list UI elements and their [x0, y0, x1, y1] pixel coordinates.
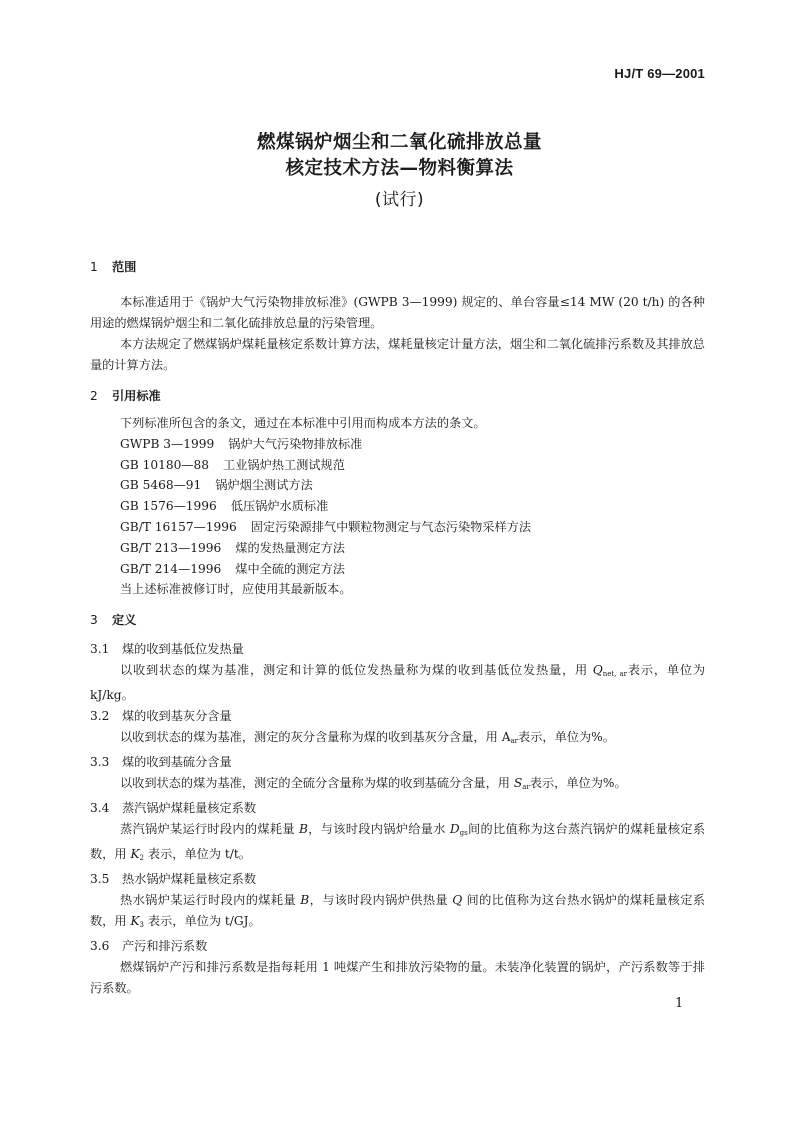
- symbol: S: [513, 776, 523, 791]
- section-heading-3: [90, 611, 705, 629]
- paragraph: [90, 660, 705, 706]
- document-body: [90, 258, 705, 999]
- subsection-number: 3.5: [90, 872, 110, 887]
- subsection-number: 3.2: [90, 709, 110, 724]
- reference-code: GB 1576—1996: [120, 499, 217, 514]
- reference-code: GB 5468—91: [120, 478, 202, 493]
- standard-code: HJ/T 69—2001: [614, 66, 705, 81]
- symbol: K: [130, 847, 140, 862]
- title-line-1: 燃煤锅炉烟尘和二氧化硫排放总量: [256, 132, 542, 153]
- symbol: B: [300, 893, 310, 908]
- subsection-number: 3.3: [90, 755, 110, 770]
- text-segment: ，与该时段内锅炉给量水: [308, 822, 450, 837]
- title-line-3: (试行): [374, 190, 425, 210]
- subscript: gs: [459, 829, 468, 838]
- subsection-heading: [90, 798, 705, 819]
- paragraph: [90, 727, 705, 752]
- text-segment: 以收到状态的煤为基准，测定的全硫分含量称为煤的收到基硫分含量，用: [120, 776, 514, 791]
- text-segment: 间的比值称为这台蒸汽锅炉的煤耗量核定系数，用: [90, 822, 706, 862]
- paragraph: 燃煤锅炉产污和排污系数是指每耗用 1 吨煤产生和排放污染物的量。未装净化装置的锅炉，产污系数等于排污系数。: [90, 960, 705, 996]
- reference-name: 锅炉大气污染物排放标准: [228, 436, 363, 451]
- reference-item: [90, 434, 705, 455]
- subsection-number: 3.1: [90, 642, 110, 657]
- reference-name: 煤中全硫的测定方法: [235, 561, 345, 576]
- reference-item: [90, 559, 705, 580]
- text-segment: 表示，单位为%。: [529, 776, 627, 791]
- text-segment: 以收到状态的煤为基准，测定的灰分含量称为煤的收到基灰分含量，用: [120, 730, 502, 745]
- section-heading-2: [90, 387, 705, 405]
- reference-name: 工业锅炉热工测试规范: [223, 457, 345, 472]
- text-segment: ，与该时段内锅炉供热量: [309, 893, 453, 908]
- reference-code: GB/T 16157—1996: [120, 519, 237, 534]
- paragraph: 本方法规定了燃煤锅炉煤耗量核定系数计算方法，煤耗量核定计量方法，烟尘和二氧化硫排污系数及其排放总量的计算方法。: [90, 337, 705, 372]
- reference-name: 煤的发热量测定方法: [235, 540, 345, 555]
- page-number: 1: [675, 996, 684, 1011]
- section-title: 引用标准: [112, 389, 161, 403]
- subsection-heading: [90, 706, 705, 727]
- text-segment: 间的比值称为这台热水锅炉的煤耗量核定系数，用: [90, 893, 706, 929]
- paragraph: [90, 819, 705, 869]
- symbol: K: [130, 914, 140, 929]
- text-segment: 表示，单位为%。: [518, 730, 615, 745]
- section-title: 范围: [112, 260, 137, 274]
- title-line-2: 核定技术方法—物料衡算法: [285, 158, 514, 179]
- text-segment: 蒸汽锅炉某运行时段内的煤耗量: [120, 822, 300, 837]
- reference-code: GWPB 3—1999: [120, 436, 215, 451]
- section-number: 3: [90, 613, 98, 628]
- subscript: 2: [139, 854, 145, 863]
- reference-code: GB 10180—88: [120, 457, 210, 472]
- reference-name: 固定污染源排气中颗粒物测定与气态污染物采样方法: [250, 519, 532, 534]
- paragraph: 当上述标准被修订时，应使用其最新版本。: [120, 582, 352, 597]
- section-number: 1: [90, 260, 98, 274]
- section-number: 2: [90, 389, 98, 403]
- subscript: 3: [139, 921, 145, 930]
- subscript: net, ar: [602, 670, 627, 679]
- reference-item: [90, 475, 705, 496]
- subsection-number: 3.4: [90, 801, 110, 816]
- subsection-heading: [90, 639, 705, 660]
- text-segment: 表示，单位为 t/t。: [144, 847, 251, 862]
- subsection-title: 蒸汽锅炉煤耗量核定系数: [122, 801, 257, 816]
- symbol: Q: [592, 663, 603, 678]
- reference-code: GB/T 214—1996: [120, 561, 222, 576]
- text-segment: 以收到状态的煤为基准，测定和计算的低位发热量称为煤的收到基低位发热量，用: [120, 663, 593, 678]
- text-segment: 热水锅炉某运行时段内的煤耗量: [120, 893, 301, 908]
- section-title: 定义: [112, 613, 137, 628]
- reference-name: 低压锅炉水质标准: [230, 499, 329, 514]
- symbol: B: [299, 822, 308, 837]
- reference-name: 锅炉烟尘测试方法: [215, 478, 313, 493]
- text-segment: 表示，单位为 kJ/kg。: [90, 663, 706, 703]
- subsection-title: 煤的收到基硫分含量: [122, 755, 232, 770]
- reference-item: [90, 538, 705, 559]
- subsection-number: 3.6: [90, 939, 110, 954]
- paragraph: [90, 890, 705, 936]
- reference-item: [90, 455, 705, 476]
- subsection-heading: [90, 936, 705, 957]
- subsection-heading: [90, 752, 705, 773]
- subsection-title: 产污和排污系数: [122, 939, 208, 954]
- symbol: Q: [452, 893, 463, 908]
- reference-item: [90, 496, 705, 517]
- subsection-title: 煤的收到基低位发热量: [122, 642, 244, 657]
- paragraph: 本标准适用于《锅炉大气污染物排放标准》(GWPB 3—1999) 规定的、单台容量≤14 MW (20 t/h) 的各种用途的燃煤锅炉烟尘和二氧化硫排放总量的污染管理。: [90, 295, 705, 330]
- subsection-title: 煤的收到基灰分含量: [122, 709, 232, 724]
- paragraph: 下列标准所包含的条文，通过在本标准中引用而构成本方法的条文。: [120, 416, 486, 430]
- paragraph: [90, 773, 705, 798]
- reference-item: [90, 517, 705, 538]
- reference-list: [90, 434, 705, 580]
- document-title: [0, 130, 793, 212]
- symbol: A: [501, 730, 511, 745]
- text-segment: 表示，单位为 t/GJ。: [144, 914, 261, 929]
- section-heading-1: [90, 258, 705, 276]
- subsection-heading: [90, 869, 705, 890]
- symbol: D: [449, 822, 460, 837]
- reference-code: GB/T 213—1996: [120, 540, 222, 555]
- subscript: ar: [522, 783, 530, 792]
- subsection-title: 热水锅炉煤耗量核定系数: [122, 872, 257, 887]
- subscript: ar: [510, 737, 519, 746]
